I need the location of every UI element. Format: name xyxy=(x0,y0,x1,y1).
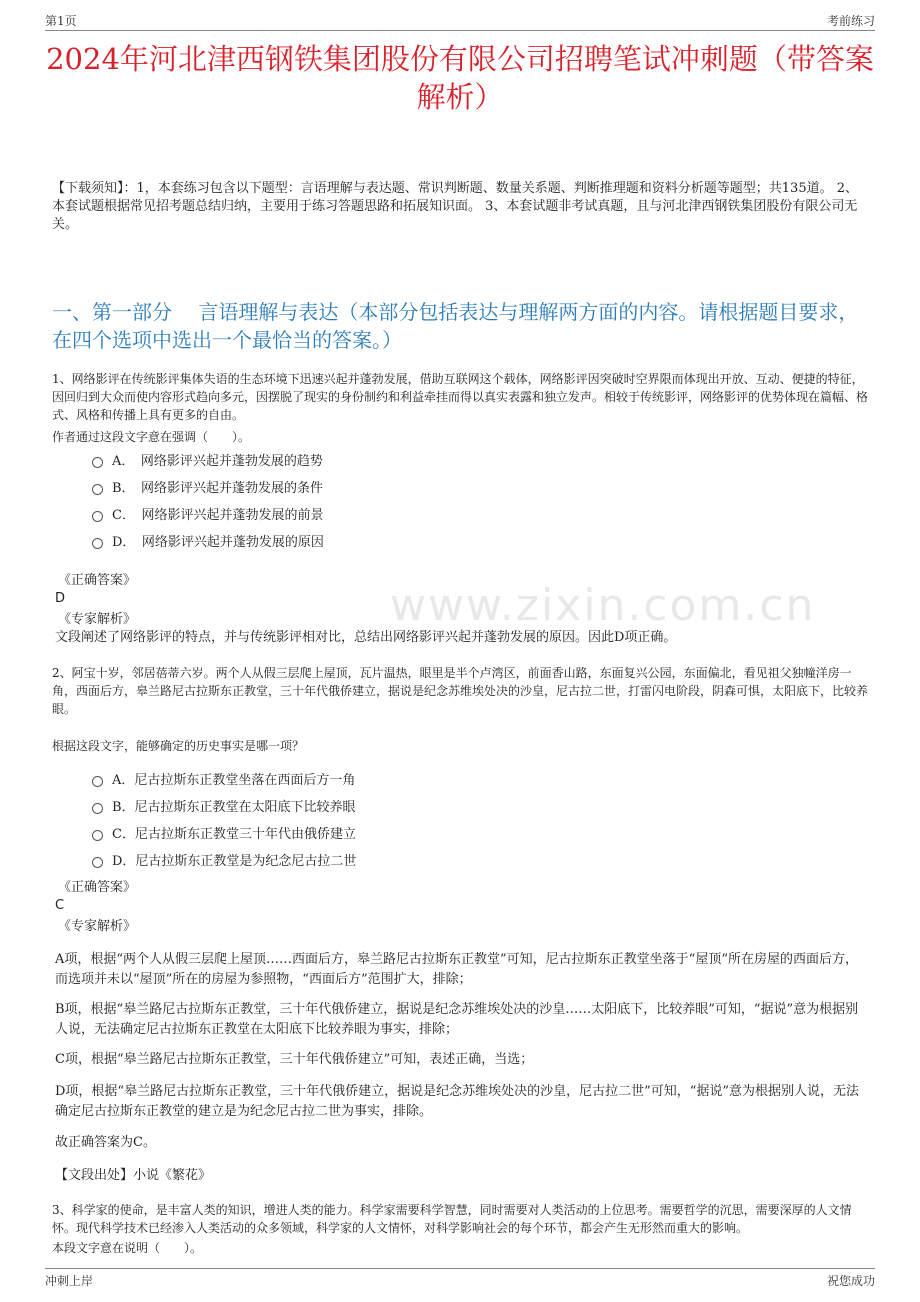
q2-answer: C xyxy=(55,898,65,913)
header-tag: 考前练习 xyxy=(826,14,875,28)
page-number: 第1页 xyxy=(45,14,77,28)
q1-answer: D xyxy=(55,591,66,606)
q2-option-c[interactable]: C．尼古拉斯东正教堂三十年代由俄侨建立 xyxy=(92,823,356,842)
q3-ask: 本段文字意在说明（ ）。 xyxy=(52,1241,203,1255)
q2-ask: 根据这段文字，能够确定的历史事实是哪一项？ xyxy=(52,739,305,753)
q2-option-b[interactable]: B．尼古拉斯东正教堂在太阳底下比较养眼 xyxy=(92,796,356,815)
q2-analysis-label: 《专家解析》 xyxy=(58,919,137,934)
footer-right: 祝您成功 xyxy=(826,1274,875,1288)
radio-icon[interactable] xyxy=(92,457,103,468)
watermark: www.zixin.com.cn xyxy=(390,580,816,631)
radio-icon[interactable] xyxy=(92,776,103,787)
footer-divider xyxy=(45,1268,875,1269)
q3-stem: 3、科学家的使命，是丰富人类的知识，增进人类的能力。科学家需要科学智慧，同时需要对人类活动的上位思考。需要哲学的沉思，需要深厚的人文情怀。现代科学技术已经渗入人类活动的众多领域，科学家的人文情怀，对科学影响社会的每个环节，都会产生无形然而重大的影响。 xyxy=(52,1203,852,1235)
footer-left: 冲刺上岸 xyxy=(45,1274,94,1288)
q1-analysis: 文段阐述了网络影评的特点，并与传统影评相对比，总结出网络影评兴起并蓬勃发展的原因。因此D项正确。 xyxy=(55,630,677,645)
q1-option-b[interactable]: B． 网络影评兴起并蓬勃发展的条件 xyxy=(92,477,323,496)
radio-icon[interactable] xyxy=(92,803,103,814)
q1-option-d[interactable]: D． 网络影评兴起并蓬勃发展的原因 xyxy=(92,531,324,550)
q1-stem: 1、网络影评在传统影评集体失语的生态环境下迅速兴起并蓬勃发展，借助互联网这个载体，网络影评因突破时空界限而体现出开放、互动、便捷的特征，因回归到大众而使内容形式趋向多元，因摆脱了现实的身份制约和利益牵挂而得以真实表露和独立发声。相较于传统影评，网络影评的优势体现在篇幅、格式、风格和传播上具有更多的自由。 xyxy=(52,372,869,422)
radio-icon[interactable] xyxy=(92,538,103,549)
q1-analysis-label: 《专家解析》 xyxy=(58,612,137,627)
radio-icon[interactable] xyxy=(92,830,103,841)
q2-analysis-a: A项，根据“两个人从假三层爬上屋顶……西面后方，皋兰路尼古拉斯东正教堂”可知，尼古拉斯东正教堂坐落于“屋顶”所在房屋的西面后方，而选项并未以“屋顶”所在的房屋为参照物，“西面后方”范围扩大，排除； xyxy=(55,952,858,987)
q2-stem: 2、阿宝十岁，邻居蓓蒂六岁。两个人从假三层爬上屋顶，瓦片温热，眼里是半个卢湾区，前面香山路，东面复兴公园，东面偏北，看见祖父独幢洋房一角，西面后方，皋兰路尼古拉斯东正教堂，三十年代俄侨建立，据说是纪念苏维埃处决的沙皇，尼古拉二世，打雷闪电阶段，阴森可惧，太阳底下，比较养眼。 xyxy=(52,666,869,716)
q2-answer-label: 《正确答案》 xyxy=(58,880,137,895)
q2-conclusion: 故正确答案为C。 xyxy=(55,1135,156,1150)
section-heading: 一、第一部分 言语理解与表达（本部分包括表达与理解两方面的内容。请根据题目要求，在四个选项中选出一个最恰当的答案。） xyxy=(52,300,859,352)
q1-option-a[interactable]: A． 网络影评兴起并蓬勃发展的趋势 xyxy=(92,450,323,469)
q2-option-d[interactable]: D．尼古拉斯东正教堂是为纪念尼古拉二世 xyxy=(92,850,356,869)
radio-icon[interactable] xyxy=(92,511,103,522)
header-divider xyxy=(45,30,875,31)
q2-option-a[interactable]: A．尼古拉斯东正教堂坐落在西面后方一角 xyxy=(92,769,355,788)
radio-icon[interactable] xyxy=(92,857,103,868)
q1-option-c[interactable]: C． 网络影评兴起并蓬勃发展的前景 xyxy=(92,504,323,523)
q2-source: 【文段出处】小说《繁花》 xyxy=(55,1168,212,1183)
q1-ask: 作者通过这段文字意在强调（ ）。 xyxy=(52,430,251,444)
radio-icon[interactable] xyxy=(92,484,103,495)
q1-answer-label: 《正确答案》 xyxy=(58,573,137,588)
q2-analysis-b: B项，根据“皋兰路尼古拉斯东正教堂，三十年代俄侨建立，据说是纪念苏维埃处决的沙皇……太阳底下，比较养眼”可知，“据说”意为根据别人说，无法确定尼古拉斯东正教堂在太阳底下比较养眼为事实，排除； xyxy=(55,1002,859,1037)
q2-analysis-c: C项，根据“皋兰路尼古拉斯东正教堂，三十年代俄侨建立”可知，表述正确，当选； xyxy=(55,1052,534,1067)
download-notice: 【下载须知】：1，本套练习包含以下题型：言语理解与表达题、常识判断题、数量关系题、判断推理题和资料分析题等题型；共135道。 2、本套试题根据常见招考题总结归纳，主要用于练习答题思路和拓展知识面。 3、本套试题非考试真题，且与河北津西钢铁集团股份有限公司无关。 xyxy=(52,181,858,232)
q2-analysis-d: D项，根据“皋兰路尼古拉斯东正教堂，三十年代俄侨建立，据说是纪念苏维埃处决的沙皇，尼古拉二世”可知，“据说”意为根据别人说，无法确定尼古拉斯东正教堂的建立是为纪念尼古拉二世为事实，排除。 xyxy=(55,1084,860,1119)
document-title: 2024年河北津西钢铁集团股份有限公司招聘笔试冲刺题（带答案解析） xyxy=(46,42,874,114)
